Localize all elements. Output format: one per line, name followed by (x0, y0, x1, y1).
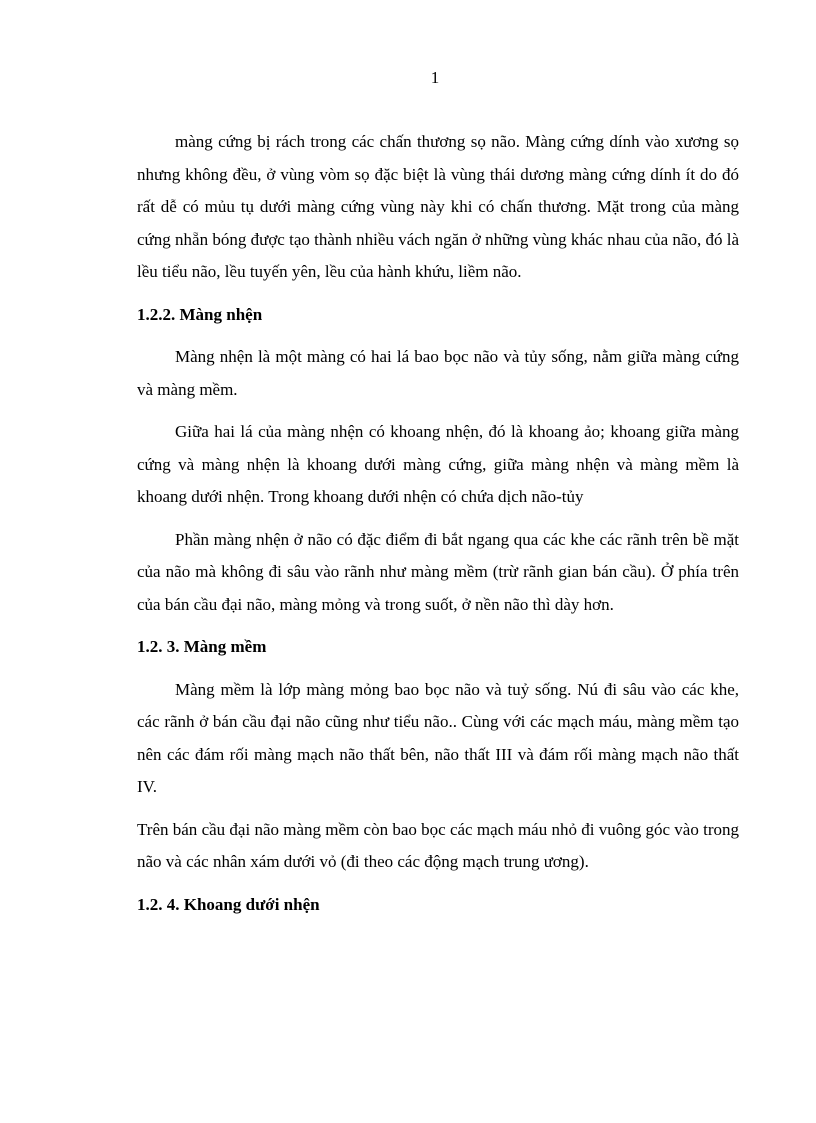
paragraph-dura-mater-continued: màng cứng bị rách trong các chấn thương sọ não. Màng cứng dính vào xương sọ nhưng không đều, ở vùng vòm sọ đặc biệt là vùng thái dương màng cứng dính ít do đó rất dễ có mủu tụ dưới màng cứng vùng này khi có chấn thương. Mặt trong của màng cứng nhẵn bóng được tạo thành nhiều vách ngăn ở những vùng khác nhau của não, đó là lều tiểu não, lều tuyến yên, lều của hành khứu, liềm não. (137, 132, 739, 281)
heading-pia-mater: 1.2. 3. Màng mềm (137, 637, 267, 656)
paragraph-arachnoid-spaces: Giữa hai lá của màng nhện có khoang nhện, đó là khoang ảo; khoang giữa màng cứng và màng nhện là khoang dưới màng cứng, giữa màng nhện và màng mềm là khoang dưới nhện. Trong khoang dưới nhện có chứa dịch não-tủy (137, 422, 739, 506)
page-content (137, 126, 739, 931)
paragraph-pia-mater-definition: Màng mềm là lớp màng mỏng bao bọc não và tuỷ sống. Nú đi sâu vào các khe, các rãnh ở bán cầu đại não cũng như tiểu não.. Cùng với các mạch máu, màng mềm tạo nên các đám rối màng mạch não thất bên, não thất III và đám rối màng mạch não thất IV. (137, 679, 739, 796)
paragraph-arachnoid-definition: Màng nhện là một màng có hai lá bao bọc não và tủy sống, nằm giữa màng cứng và màng mềm. (137, 347, 739, 399)
paragraph-pia-mater-vessels: Trên bán cầu đại não màng mềm còn bao bọc các mạch máu nhỏ đi vuông góc vào trong não và các nhân xám dưới vỏ (đi theo các động mạch trung ương). (137, 819, 739, 871)
paragraph-arachnoid-features: Phần màng nhện ở não có đặc điểm đi bắt ngang qua các khe các rãnh trên bề mặt của não mà không đi sâu vào rãnh như màng mềm (trừ rãnh gian bán cầu). Ở phía trên của bán cầu đại não, màng mỏng và trong suốt, ở nền não thì dày hơn. (137, 529, 739, 614)
page-number: 1 (430, 68, 440, 87)
heading-arachnoid: 1.2.2. Màng nhện (137, 304, 263, 324)
heading-subarachnoid-space: 1.2. 4. Khoang dưới nhện (137, 894, 320, 914)
